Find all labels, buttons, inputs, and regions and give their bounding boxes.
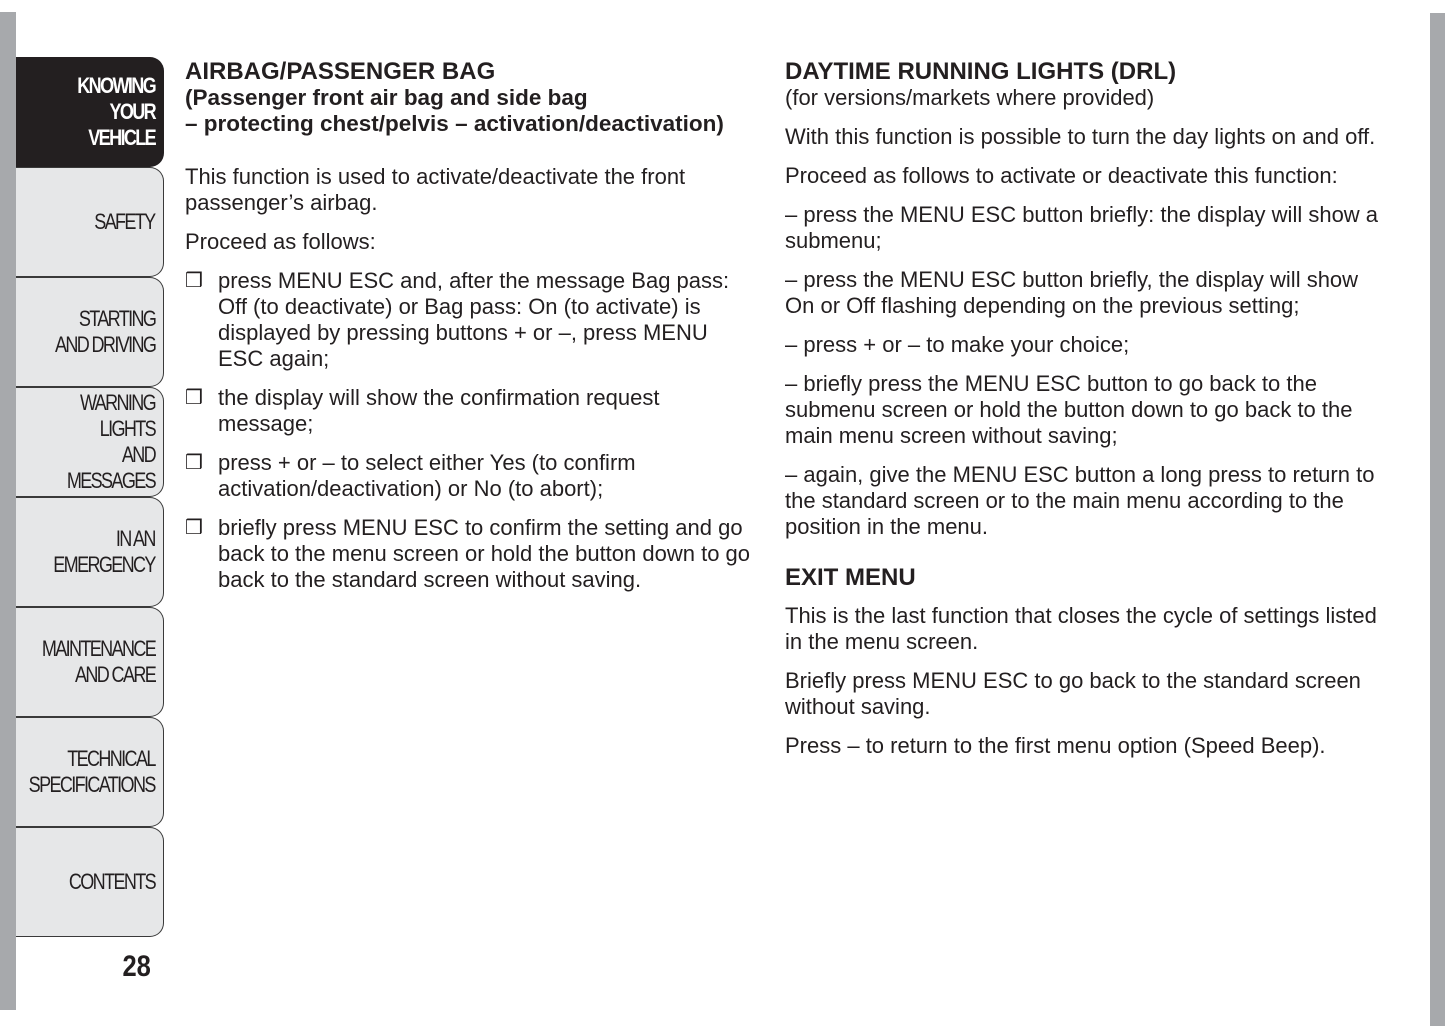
tab-label: KNOWING YOUR VEHICLE <box>77 73 155 150</box>
page-edge-left <box>0 12 16 1010</box>
paragraph: This is the last function that closes the cycle of settings listed in the menu screen. <box>785 603 1377 654</box>
paragraph: Proceed as follows: <box>185 229 376 254</box>
list-item <box>185 385 755 437</box>
tab-label: CONTENTS <box>68 869 155 894</box>
tab-label: WARNING LIGHTS AND MESSAGES <box>66 390 155 493</box>
list-item-text: briefly press MENU ESC to confirm the setting and go back to the menu screen or hold the button down to go back to the standard screen without saving. <box>218 515 751 592</box>
paragraph: This function is used to activate/deactivate the front passenger’s airbag. <box>185 164 686 215</box>
tab-label: IN AN EMERGENCY <box>53 526 155 577</box>
paragraph: – press the MENU ESC button briefly: the display will show a submenu; <box>785 202 1379 253</box>
paragraph: Briefly press MENU ESC to go back to the standard screen without saving. <box>785 668 1361 719</box>
tab-label: SAFETY <box>94 209 155 234</box>
tab-starting-and-driving[interactable] <box>16 277 164 387</box>
section-title: DAYTIME RUNNING LIGHTS (DRL) <box>785 58 1177 85</box>
tab-emergency[interactable] <box>16 497 164 607</box>
list-item <box>185 450 755 502</box>
section-subtitle: – protecting chest/pelvis – activation/deactivation) <box>185 111 724 136</box>
paragraph: – briefly press the MENU ESC button to go back to the submenu screen or hold the button down to go back to the main menu screen without saving; <box>785 371 1353 448</box>
list-item <box>185 268 755 372</box>
checkbox-bullet-icon: ❒ <box>185 387 203 409</box>
tab-safety[interactable] <box>16 167 164 277</box>
tab-label: STARTING AND DRIVING <box>54 306 155 357</box>
drl-section <box>785 58 1385 772</box>
section-tabs <box>16 57 164 937</box>
paragraph: – again, give the MENU ESC button a long press to return to the standard screen or to the main menu according to the position in the menu. <box>785 462 1375 539</box>
airbag-section <box>185 58 755 606</box>
tab-warning-lights[interactable] <box>16 387 164 497</box>
tab-maintenance[interactable] <box>16 607 164 717</box>
tab-label: MAINTENANCE AND CARE <box>41 636 155 687</box>
section-subtitle: (for versions/markets where provided) <box>785 85 1155 110</box>
tab-label: TECHNICAL SPECIFICATIONS <box>28 746 155 797</box>
tab-technical-specifications[interactable] <box>16 717 164 827</box>
checkbox-bullet-icon: ❒ <box>185 452 203 474</box>
list-item-text: the display will show the confirmation request message; <box>218 385 660 436</box>
list-item-text: press MENU ESC and, after the message Bag pass: Off (to deactivate) or Bag pass: On (to activate) is displayed by pressing buttons + or –, press MENU ESC again; <box>218 268 730 371</box>
exit-menu-title: EXIT MENU <box>785 564 916 591</box>
paragraph: Proceed as follows to activate or deactivate this function: <box>785 163 1338 188</box>
tab-knowing-your-vehicle[interactable] <box>16 57 164 167</box>
list-item-text: press + or – to select either Yes (to confirm activation/deactivation) or No (to abort); <box>218 450 636 501</box>
section-title: AIRBAG/PASSENGER BAG <box>185 58 496 85</box>
tab-contents[interactable] <box>16 827 164 937</box>
checkbox-bullet-icon: ❒ <box>185 517 203 539</box>
paragraph: Press – to return to the first menu option (Speed Beep). <box>785 733 1326 758</box>
section-subtitle: (Passenger front air bag and side bag <box>185 85 588 110</box>
checkbox-bullet-icon: ❒ <box>185 270 203 292</box>
page-edge-right <box>1430 13 1445 1026</box>
paragraph: – press + or – to make your choice; <box>785 332 1130 357</box>
list-item <box>185 515 755 593</box>
paragraph: With this function is possible to turn the day lights on and off. <box>785 124 1376 149</box>
page-number: 28 <box>122 950 151 983</box>
paragraph: – press the MENU ESC button briefly, the display will show On or Off flashing depending on the previous setting; <box>785 267 1359 318</box>
